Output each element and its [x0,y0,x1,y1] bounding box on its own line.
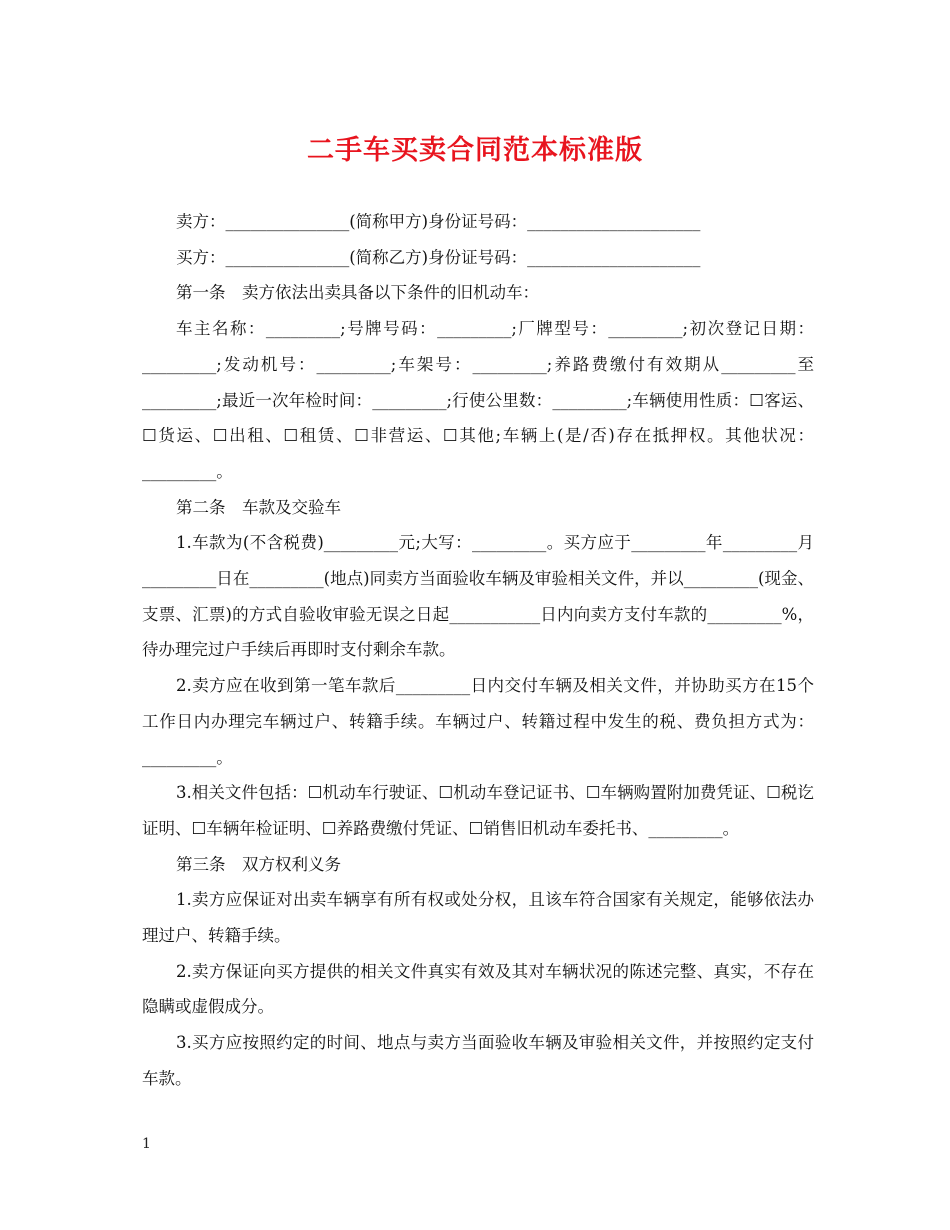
article-3-clause-1: 1.卖方应保证对出卖车辆享有所有权或处分权，且该车符合国家有关规定，能够依法办理过户、转籍手续。 [142,890,814,946]
vehicle-details-paragraph: 车主名称：_________;号牌号码：_________;厂牌型号：_________;初次登记日期：_________;发动机号：_________;车架号：_________;养路费缴付有效期从_________至_________;最近一次年检时间：_________;行使公里数：_________;车辆使用性质：☐客运、☐货运、☐出租、☐租赁、☐非营运、☐其他;车辆上(是/否)存在抵押权。其他状况：_________。 [142,319,814,481]
article-1-heading: 第一条 卖方依法出卖具备以下条件的旧机动车： [176,283,539,303]
document-title: 二手车买卖合同范本标准版 [307,135,643,166]
buyer-line: 买方：_______________(简称乙方)身份证号码：_____________________ [176,247,701,267]
document-body [142,204,814,1097]
article-2-clause-1: 1.车款为(不含税费)_________元;大写：_________。买方应于_________年_________月_________日在_________(地点)同卖方当面验收车辆及审验相关文件，并以_________(现金、支票、汇票)的方式自验收审验无误之日起___________日内向卖方支付车款的_________%，待办理完过户手续后再即时支付剩余车款。 [142,533,814,660]
article-2-heading: 第二条 车款及交验车 [176,497,341,517]
page-number: 1 [142,1136,151,1152]
article-3-clause-2: 2.卖方保证向买方提供的相关文件真实有效及其对车辆状况的陈述完整、真实，不存在隐瞒或虚假成分。 [142,961,814,1017]
seller-line: 卖方：_______________(简称甲方)身份证号码：_____________________ [176,212,701,231]
article-2-clause-2: 2.卖方应在收到第一笔车款后_________日内交付车辆及相关文件，并协助买方在15个工作日内办理完车辆过户、转籍手续。车辆过户、转籍过程中发生的税、费负担方式为：_________。 [142,676,814,767]
article-3-heading: 第三条 双方权利义务 [176,854,341,874]
article-3-clause-3: 3.买方应按照约定的时间、地点与卖方当面验收车辆及审验相关文件，并按照约定支付车款。 [142,1033,814,1088]
article-2-clause-3: 3.相关文件包括：☐机动车行驶证、☐机动车登记证书、☐车辆购置附加费凭证、☐税讫证明、☐车辆年检证明、☐养路费缴付凭证、☐销售旧机动车委托书、_________。 [142,783,814,838]
